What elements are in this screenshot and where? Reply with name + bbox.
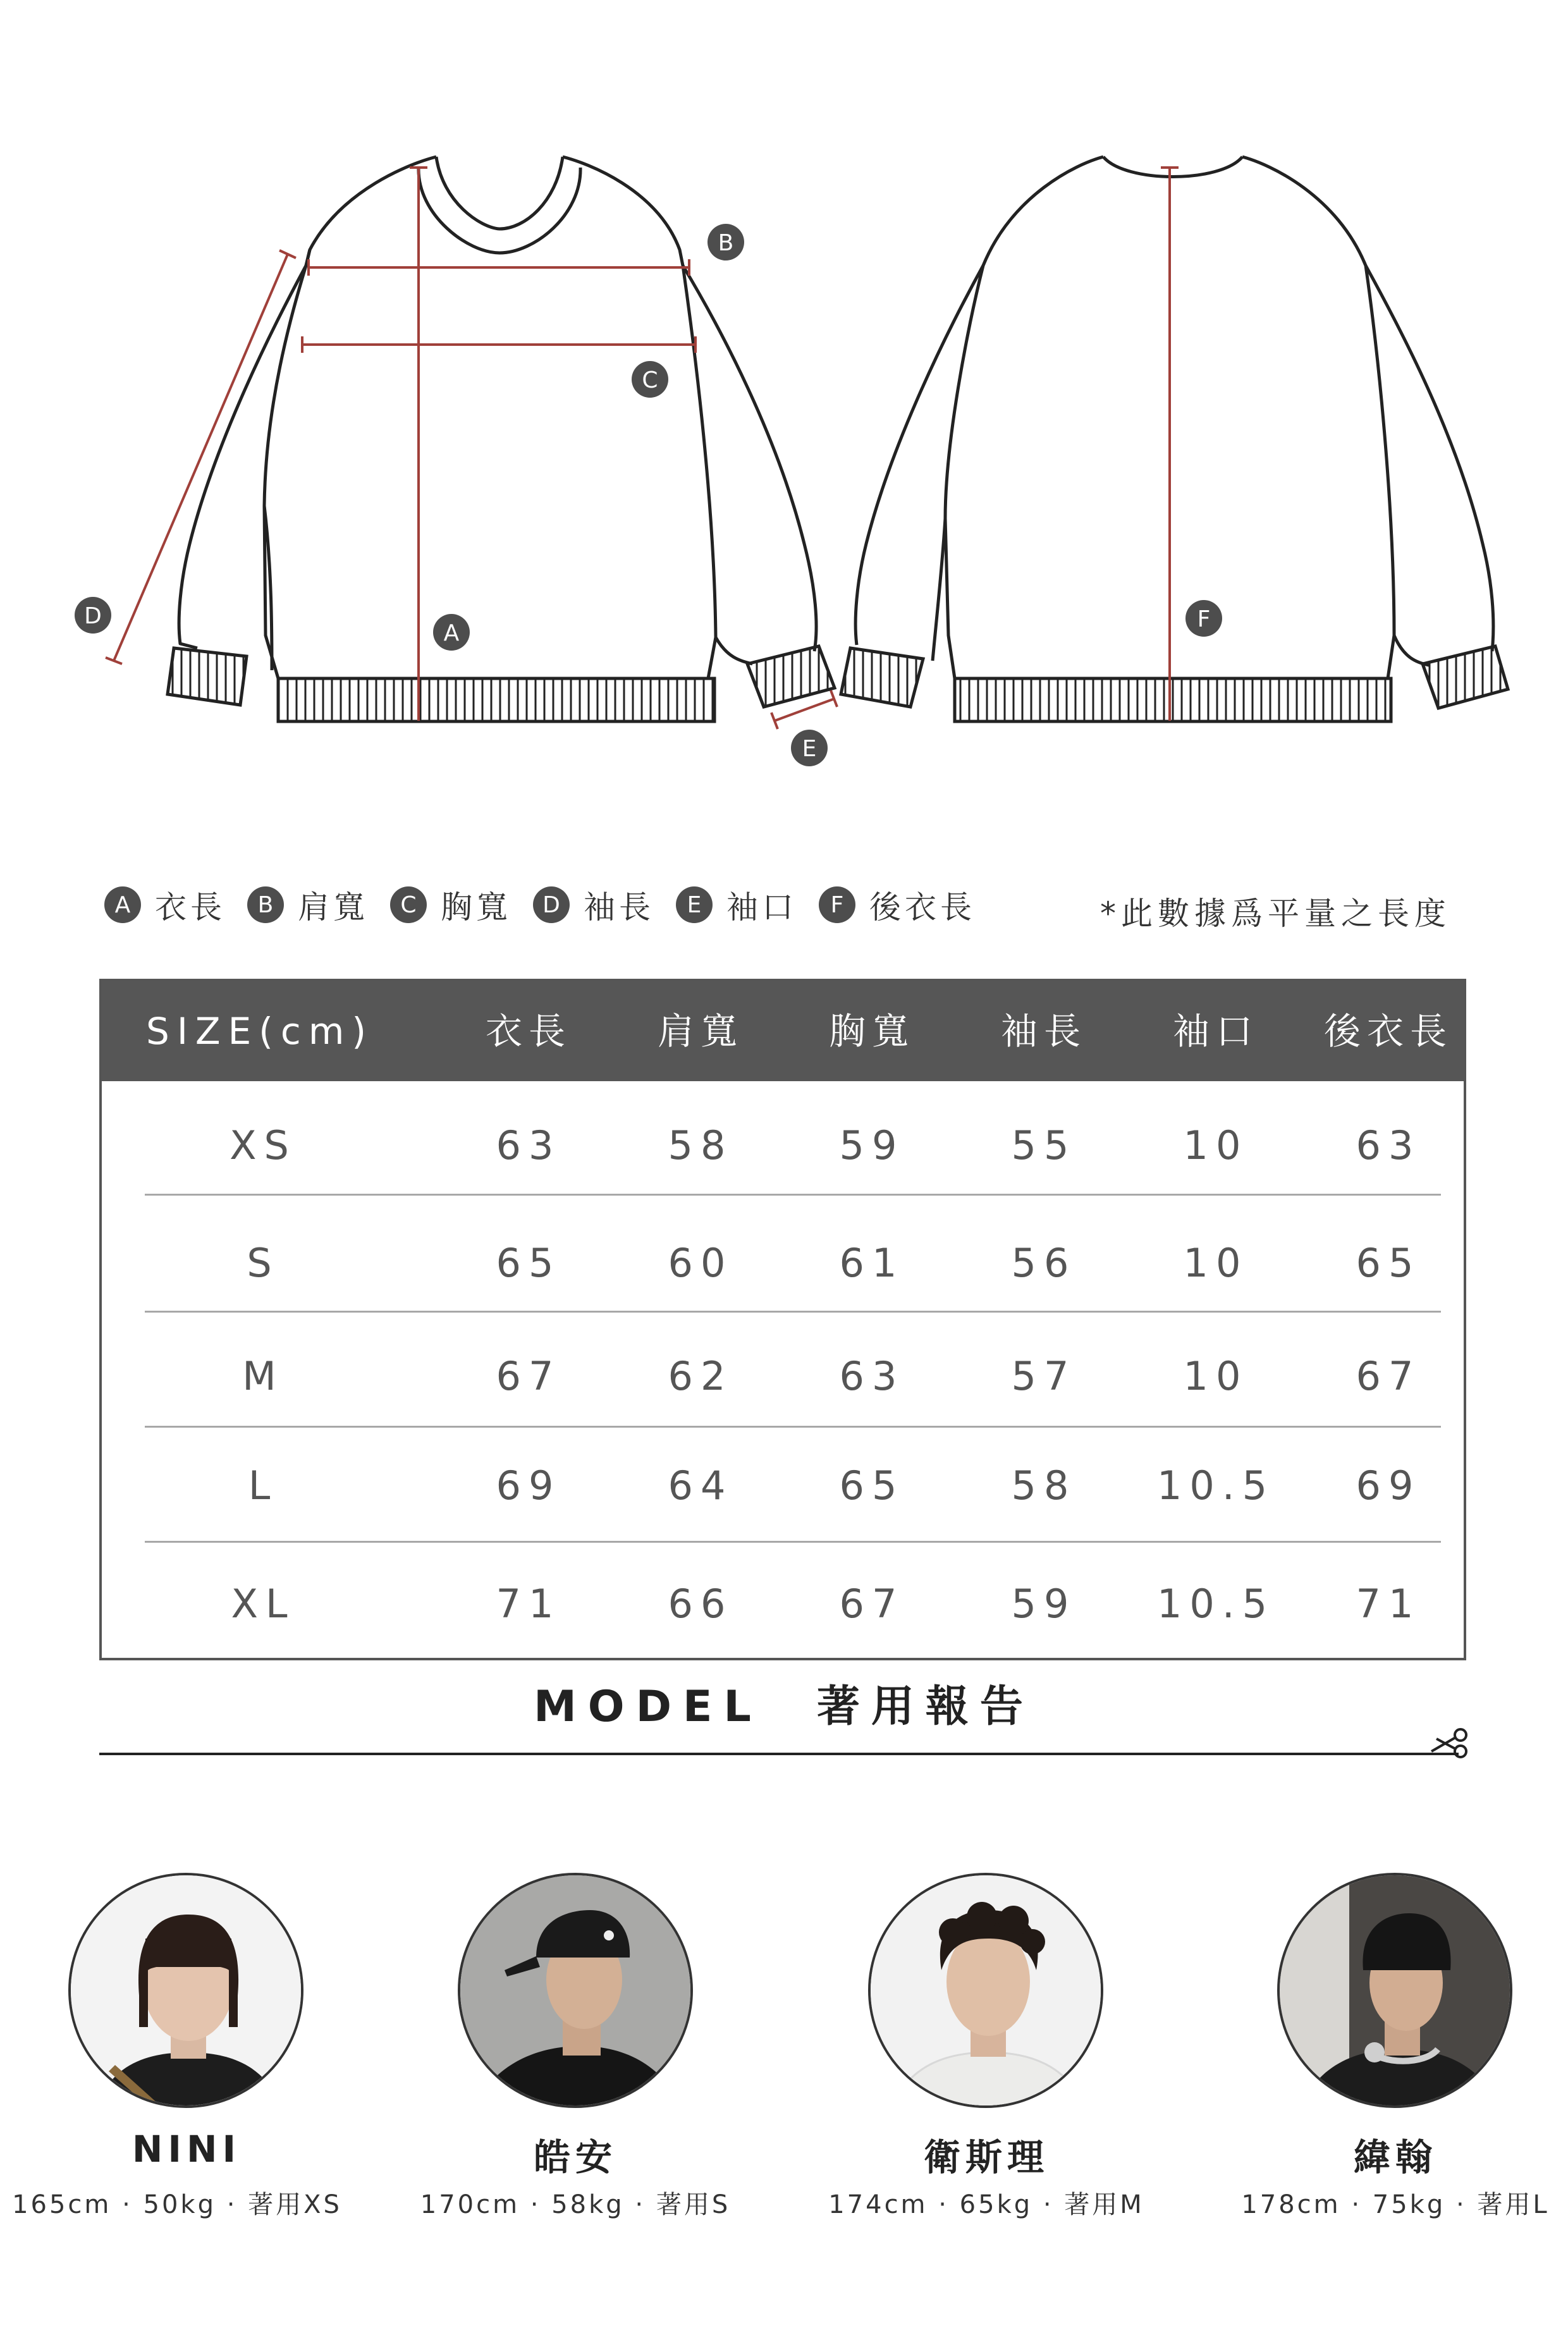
back-sweater xyxy=(855,157,1493,678)
cell-cuff: 10 xyxy=(1183,1240,1249,1286)
svg-text:A: A xyxy=(443,620,460,646)
model-photo xyxy=(1280,1875,1512,2108)
svg-text:E: E xyxy=(802,736,817,762)
header-size: SIZE(cm) xyxy=(146,1010,374,1053)
cell-back-length: 65 xyxy=(1356,1240,1421,1286)
legend-badge: C xyxy=(390,886,427,923)
legend-item-a xyxy=(104,882,226,928)
model-stats: 178cm · 75kg · 著用L xyxy=(1241,2190,1550,2219)
svg-text:B: B xyxy=(718,230,734,256)
svg-text:C: C xyxy=(642,367,658,393)
legend-label: 袖口 xyxy=(726,889,797,926)
cell-sleeve: 56 xyxy=(1011,1240,1077,1286)
scissors-icon xyxy=(1428,1726,1472,1764)
cell-shoulder: 58 xyxy=(668,1122,733,1168)
marker-badge-a xyxy=(433,614,470,651)
cell-cuff: 10 xyxy=(1183,1122,1249,1168)
legend-item-f xyxy=(819,882,976,928)
legend-badge: D xyxy=(533,886,570,923)
table-header xyxy=(102,981,1464,1081)
svg-text:D: D xyxy=(84,603,102,629)
table-row xyxy=(102,1547,1464,1661)
model-photo xyxy=(71,1875,303,2108)
header-cuff: 袖口 xyxy=(1172,1010,1259,1053)
row-divider xyxy=(145,1426,1441,1428)
cell-back-length: 67 xyxy=(1356,1353,1421,1399)
row-size: M xyxy=(242,1353,284,1399)
cell-back-length: 71 xyxy=(1356,1581,1421,1627)
cell-length: 63 xyxy=(496,1122,561,1168)
cell-chest: 59 xyxy=(839,1122,905,1168)
cell-back-length: 69 xyxy=(1356,1462,1421,1509)
cell-length: 69 xyxy=(496,1462,561,1509)
cell-chest: 61 xyxy=(839,1240,905,1286)
avatar xyxy=(68,1873,303,2108)
cell-sleeve: 58 xyxy=(1011,1462,1077,1509)
cell-length: 65 xyxy=(496,1240,561,1286)
legend-item-c xyxy=(390,882,511,928)
cell-shoulder: 66 xyxy=(668,1581,733,1627)
cell-back-length: 63 xyxy=(1356,1122,1421,1168)
legend-label: 衣長 xyxy=(155,889,226,926)
legend-item-e xyxy=(676,882,797,928)
model-photo xyxy=(871,1875,1103,2108)
legend-item-b xyxy=(247,882,369,928)
cell-length: 71 xyxy=(496,1581,561,1627)
cell-chest: 67 xyxy=(839,1581,905,1627)
row-divider xyxy=(145,1541,1441,1543)
legend-item-d xyxy=(533,882,654,928)
cell-cuff: 10.5 xyxy=(1156,1581,1275,1627)
cell-cuff: 10.5 xyxy=(1156,1462,1275,1509)
cell-cuff: 10 xyxy=(1183,1353,1249,1399)
table-row xyxy=(102,1320,1464,1433)
header-sleeve: 袖長 xyxy=(1000,1010,1087,1053)
legend-label: 肩寬 xyxy=(298,889,369,926)
marker-badge-e xyxy=(791,730,828,766)
header-chest: 胸寬 xyxy=(828,1010,915,1053)
avatar xyxy=(868,1873,1103,2108)
legend-badge: A xyxy=(104,886,141,923)
legend-badge: E xyxy=(676,886,713,923)
cell-shoulder: 64 xyxy=(668,1462,733,1509)
cell-chest: 65 xyxy=(839,1462,905,1509)
avatar xyxy=(1277,1873,1512,2108)
marker-badge-c xyxy=(632,361,668,398)
model-photo xyxy=(460,1875,693,2108)
avatar xyxy=(458,1873,693,2108)
row-size: XL xyxy=(231,1581,295,1627)
table-row xyxy=(102,1206,1464,1320)
size-table xyxy=(99,979,1466,1660)
row-size: S xyxy=(247,1240,279,1286)
model-stats: 174cm · 65kg · 著用M xyxy=(828,2190,1144,2219)
model-stats: 170cm · 58kg · 著用S xyxy=(420,2190,731,2219)
header-length: 衣長 xyxy=(485,1010,572,1053)
svg-text:F: F xyxy=(1197,606,1211,632)
model-name: 衛斯理 xyxy=(923,2136,1049,2179)
cell-sleeve: 59 xyxy=(1011,1581,1077,1627)
marker-badge-b xyxy=(707,224,744,260)
legend-label: 胸寬 xyxy=(441,889,511,926)
row-size: XS xyxy=(230,1122,297,1168)
marker-badge-f xyxy=(1185,600,1222,637)
model-stats: 165cm · 50kg · 著用XS xyxy=(12,2190,342,2219)
legend-badge: B xyxy=(247,886,284,923)
cell-length: 67 xyxy=(496,1353,561,1399)
model-section-title: MODEL 著用報告 xyxy=(534,1682,1034,1732)
measurement-note: *此數據爲平量之長度 xyxy=(1100,895,1451,932)
table-row xyxy=(102,1089,1464,1203)
legend-label: 後衣長 xyxy=(869,889,976,926)
model-name: 皓安 xyxy=(533,2136,617,2179)
row-size: L xyxy=(248,1462,278,1509)
measurement-legend xyxy=(104,882,997,928)
header-back-length: 後衣長 xyxy=(1323,1010,1453,1053)
model-name: NINI xyxy=(132,2128,242,2171)
marker-badge-d xyxy=(75,597,111,634)
garment-diagram xyxy=(0,0,1568,822)
row-divider xyxy=(145,1194,1441,1196)
cell-sleeve: 57 xyxy=(1011,1353,1077,1399)
model-name: 緯翰 xyxy=(1353,2136,1437,2179)
cell-chest: 63 xyxy=(839,1353,905,1399)
cell-shoulder: 60 xyxy=(668,1240,733,1286)
cell-sleeve: 55 xyxy=(1011,1122,1077,1168)
header-shoulder: 肩寬 xyxy=(657,1010,744,1053)
row-divider xyxy=(145,1311,1441,1313)
legend-badge: F xyxy=(819,886,855,923)
cut-divider xyxy=(99,1753,1459,1755)
legend-label: 袖長 xyxy=(584,889,654,926)
table-row xyxy=(102,1429,1464,1543)
cell-shoulder: 62 xyxy=(668,1353,733,1399)
